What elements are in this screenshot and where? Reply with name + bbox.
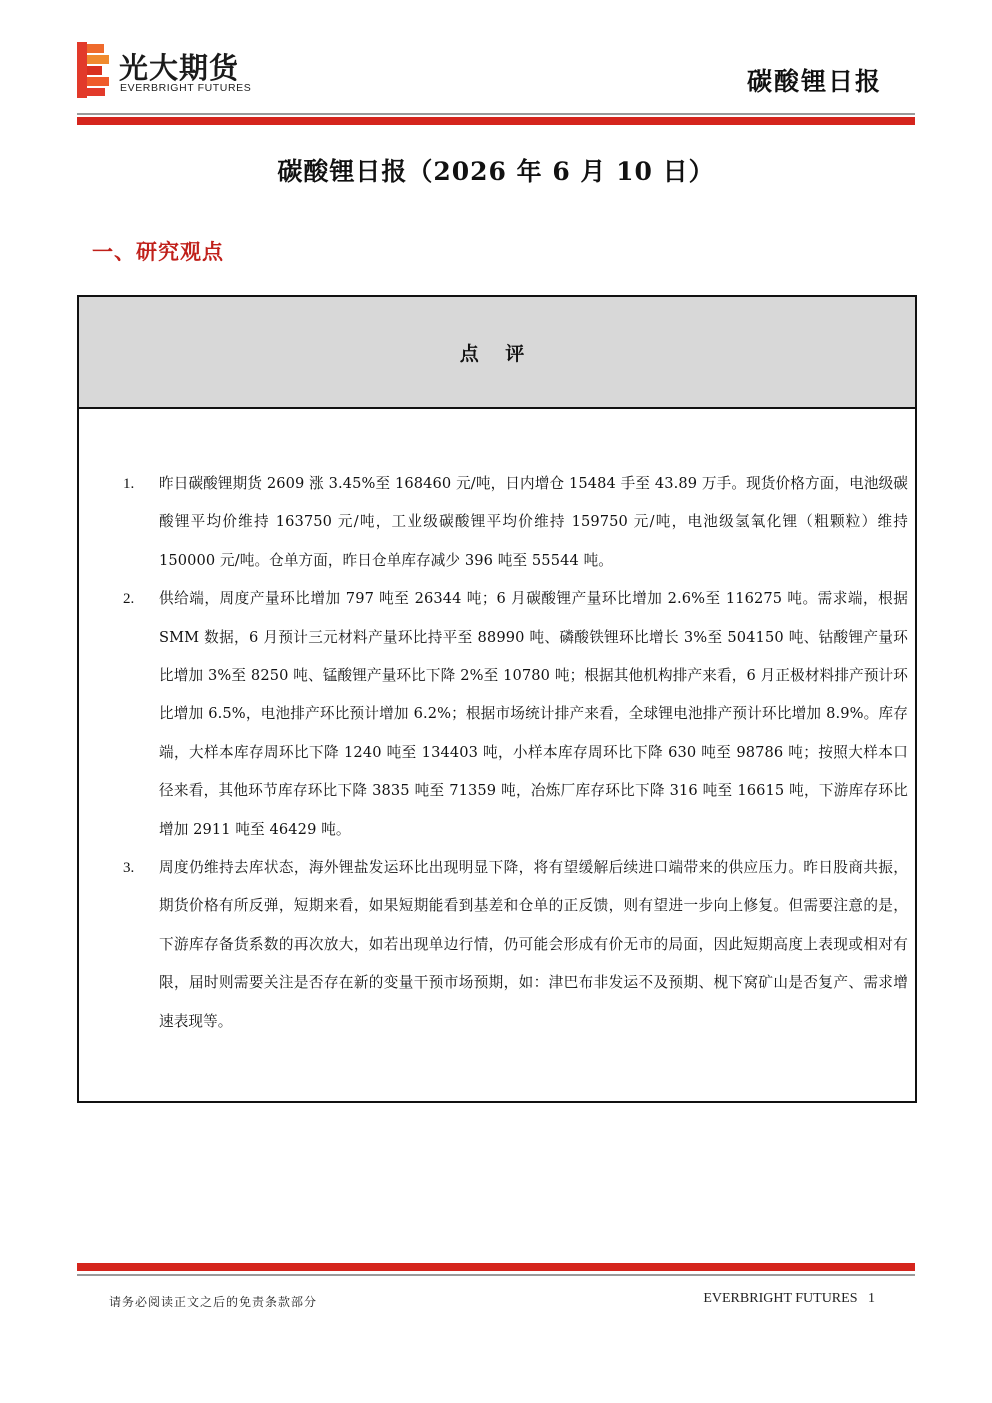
everbright-logo-icon xyxy=(77,42,111,98)
brand-logo xyxy=(77,42,297,98)
page-number: 1 xyxy=(868,1291,875,1306)
list-item-text: 周度仍维持去库状态，海外锂盐发运环比出现明显下降，将有望缓解后续进口端带来的供应压力。昨日股商共振，期货价格有所反弹，短期来看，如果短期能看到基差和仓单的正反馈，则有望进一步向上修复。但需要注意的是，下游库存备货系数的再次放大，如若出现单边行情，仍可能会形成有价无市的局面，因此短期高度上表现或相对有限，届时则需要关注是否存在新的变量干预市场预期，如：津巴布非发运不及预期、枧下窝矿山是否复产、需求增速表现等。 xyxy=(159,859,908,1030)
list-item xyxy=(79,465,915,580)
commentary-box xyxy=(77,295,917,1103)
list-item xyxy=(79,580,915,849)
commentary-box-header xyxy=(79,297,915,409)
footer-disclaimer: 请务必阅读正文之后的免责条款部分 xyxy=(109,1295,318,1309)
list-item-number: 3. xyxy=(123,860,135,877)
footer-brand-page xyxy=(703,1291,875,1307)
list-item-text: 供给端，周度产量环比增加 797 吨至 26344 吨；6 月碳酸锂产量环比增加 2.6%至 116275 吨。需求端，根据 SMM 数据，6 月预计三元材料产量环比持平至 88990 吨、磷酸铁锂环比增长 3%至 504150 吨、钴酸锂产量环比增加 3%至 8250 吨、锰酸锂产量环比下降 2%至 10780 吨；根据其他机构排产来看，6 月正极材料排产预计环比增加 6.5%，电池排产环比预计增加 6.2%；根据市场统计排产来看，全球锂电池排产预计环比增加 8.9%。库存端，大样本库存周环比下降 1240 吨至 134403 吨，小样本库存周环比下降 630 吨至 98786 吨；按照大样本口径来看，其他环节库存环比下降 3835 吨至 71359 吨，冶炼厂库存环比下降 316 吨至 16615 吨，下游库存环比增加 2911 吨至 46429 吨。 xyxy=(159,590,908,838)
footer-brand: EVERBRIGHT FUTURES xyxy=(703,1291,858,1306)
section-heading: 一、研究观点 xyxy=(92,240,224,264)
list-item-number: 2. xyxy=(123,591,135,608)
commentary-points xyxy=(79,465,915,1041)
commentary-box-title: 点 评 xyxy=(459,343,535,365)
list-item xyxy=(79,849,915,1041)
header-divider-red xyxy=(77,117,915,125)
footer-divider-thin xyxy=(77,1274,915,1276)
footer-divider-red xyxy=(77,1263,915,1271)
list-item-number: 1. xyxy=(123,476,135,492)
list-item-text: 昨日碳酸锂期货 2609 涨 3.45%至 168460 元/吨，日内增仓 15484 手至 43.89 万手。现货价格方面，电池级碳酸锂平均价维持 163750 元/吨，工业级碳酸锂平均价维持 159750 元/吨，电池级氢氧化锂（粗颗粒）维持 150000 元/吨。仓单方面，昨日仓单库存减少 396 吨至 55544 吨。 xyxy=(159,475,908,569)
page-title: 碳酸锂日报（2026 年 6 月 10 日） xyxy=(277,157,715,186)
brand-name-en: EVERBRIGHT FUTURES xyxy=(120,82,252,94)
header-divider-thin xyxy=(77,113,915,115)
brand-name-cn: 光大期货 xyxy=(119,51,240,85)
report-name: 碳酸锂日报 xyxy=(746,67,882,96)
